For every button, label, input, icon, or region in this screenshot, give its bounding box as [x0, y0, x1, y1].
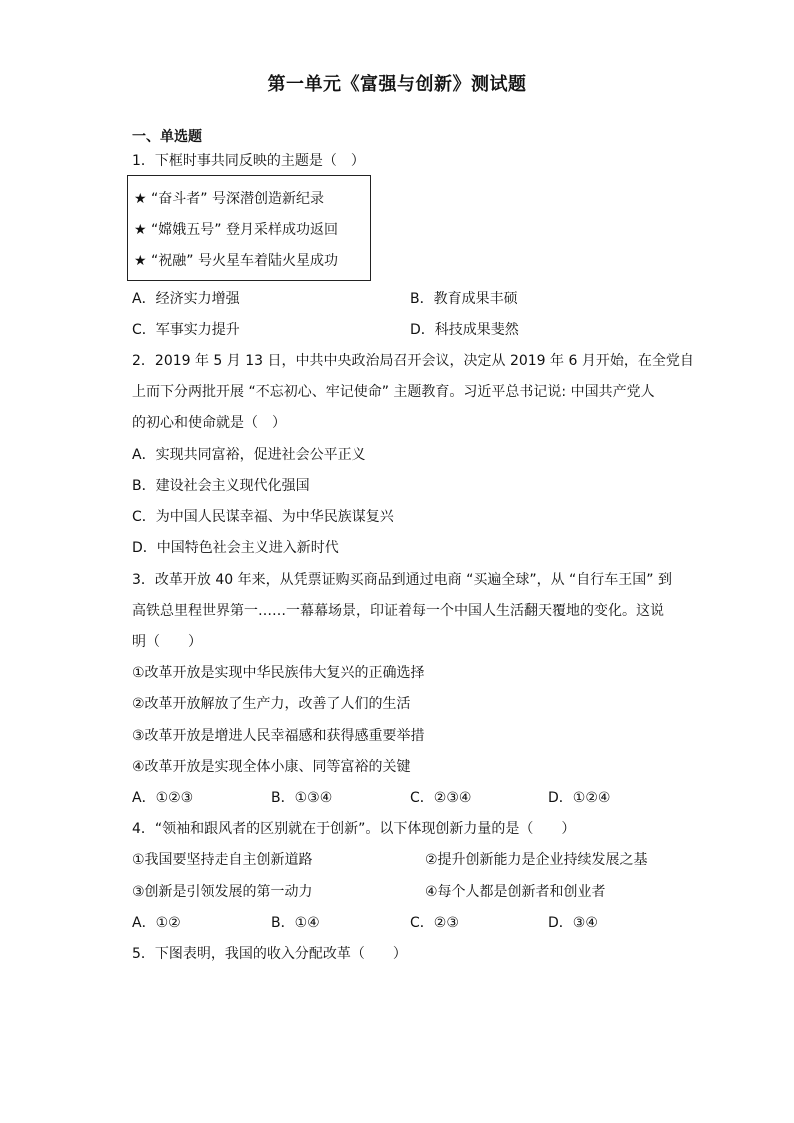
- q1-box-item: ★ “奋斗者” 号深潜创造新纪录: [134, 191, 324, 207]
- q2-stem-line: 上而下分两批开展 “不忘初心、牢记使命” 主题教育。习近平总书记说: 中国共产党人: [132, 384, 655, 400]
- q4-statement: ②提升创新能力是企业持续发展之基: [425, 852, 648, 868]
- q3-option-a: A．①②③: [132, 790, 194, 806]
- q1-box-item: ★ “嫦娥五号” 登月采样成功返回: [134, 222, 338, 238]
- q3-option-b: B．①③④: [271, 790, 333, 806]
- q1-option-b: B．教育成果丰硕: [410, 291, 518, 307]
- q3-statement: ③改革开放是增进人民幸福感和获得感重要举措: [132, 728, 425, 744]
- q3-stem-line: 3．改革开放 40 年来，从凭票证购买商品到通过电商 “买遍全球”，从 “自行车王国” 到: [132, 572, 672, 588]
- q1-option-a: A．经济实力增强: [132, 291, 240, 307]
- q3-statement: ②改革开放解放了生产力，改善了人们的生活: [132, 696, 411, 712]
- q2-stem-line: 的初心和使命就是（ ）: [132, 415, 286, 431]
- page-title: 第一单元《富强与创新》测试题: [267, 74, 527, 95]
- q1-option-d: D．科技成果斐然: [410, 322, 519, 338]
- q5-stem: 5．下图表明，我国的收入分配改革（ ）: [132, 946, 407, 962]
- q4-statement: ③创新是引领发展的第一动力: [132, 884, 313, 900]
- q2-option-a: A．实现共同富裕，促进社会公平正义: [132, 447, 366, 463]
- q4-option-b: B．①④: [271, 915, 320, 931]
- q3-option-d: D．①②④: [548, 790, 611, 806]
- q3-statement: ①改革开放是实现中华民族伟大复兴的正确选择: [132, 665, 425, 681]
- q2-stem-line: 2．2019 年 5 月 13 日，中共中央政治局召开会议，决定从 2019 年 6 月开始，在全党自: [132, 353, 694, 369]
- q1-box-item: ★ “祝融” 号火星车着陆火星成功: [134, 253, 338, 269]
- q3-statement: ④改革开放是实现全体小康、同等富裕的关键: [132, 759, 411, 775]
- q4-option-c: C．②③: [410, 915, 459, 931]
- q3-stem-line: 高铁总里程世界第一……一幕幕场景，印证着每一个中国人生活翻天覆地的变化。这说: [132, 603, 664, 619]
- q2-option-d: D．中国特色社会主义进入新时代: [132, 540, 339, 556]
- q2-option-b: B．建设社会主义现代化强国: [132, 478, 310, 494]
- q1-news-box: [127, 175, 371, 281]
- q4-stem: 4．“领袖和跟风者的区别就在于创新”。以下体现创新力量的是（ ）: [132, 821, 576, 837]
- q1-option-c: C．军事实力提升: [132, 322, 240, 338]
- q1-stem: 1．下框时事共同反映的主题是（ ）: [132, 153, 365, 169]
- q4-statement: ①我国要坚持走自主创新道路: [132, 852, 313, 868]
- section-heading: 一、单选题: [132, 129, 202, 145]
- q2-option-c: C．为中国人民谋幸福、为中华民族谋复兴: [132, 509, 394, 525]
- q3-option-c: C．②③④: [410, 790, 472, 806]
- q4-statement: ④每个人都是创新者和创业者: [425, 884, 606, 900]
- q4-option-d: D．③④: [548, 915, 598, 931]
- q4-option-a: A．①②: [132, 915, 181, 931]
- q3-stem-line: 明（ ）: [132, 634, 202, 650]
